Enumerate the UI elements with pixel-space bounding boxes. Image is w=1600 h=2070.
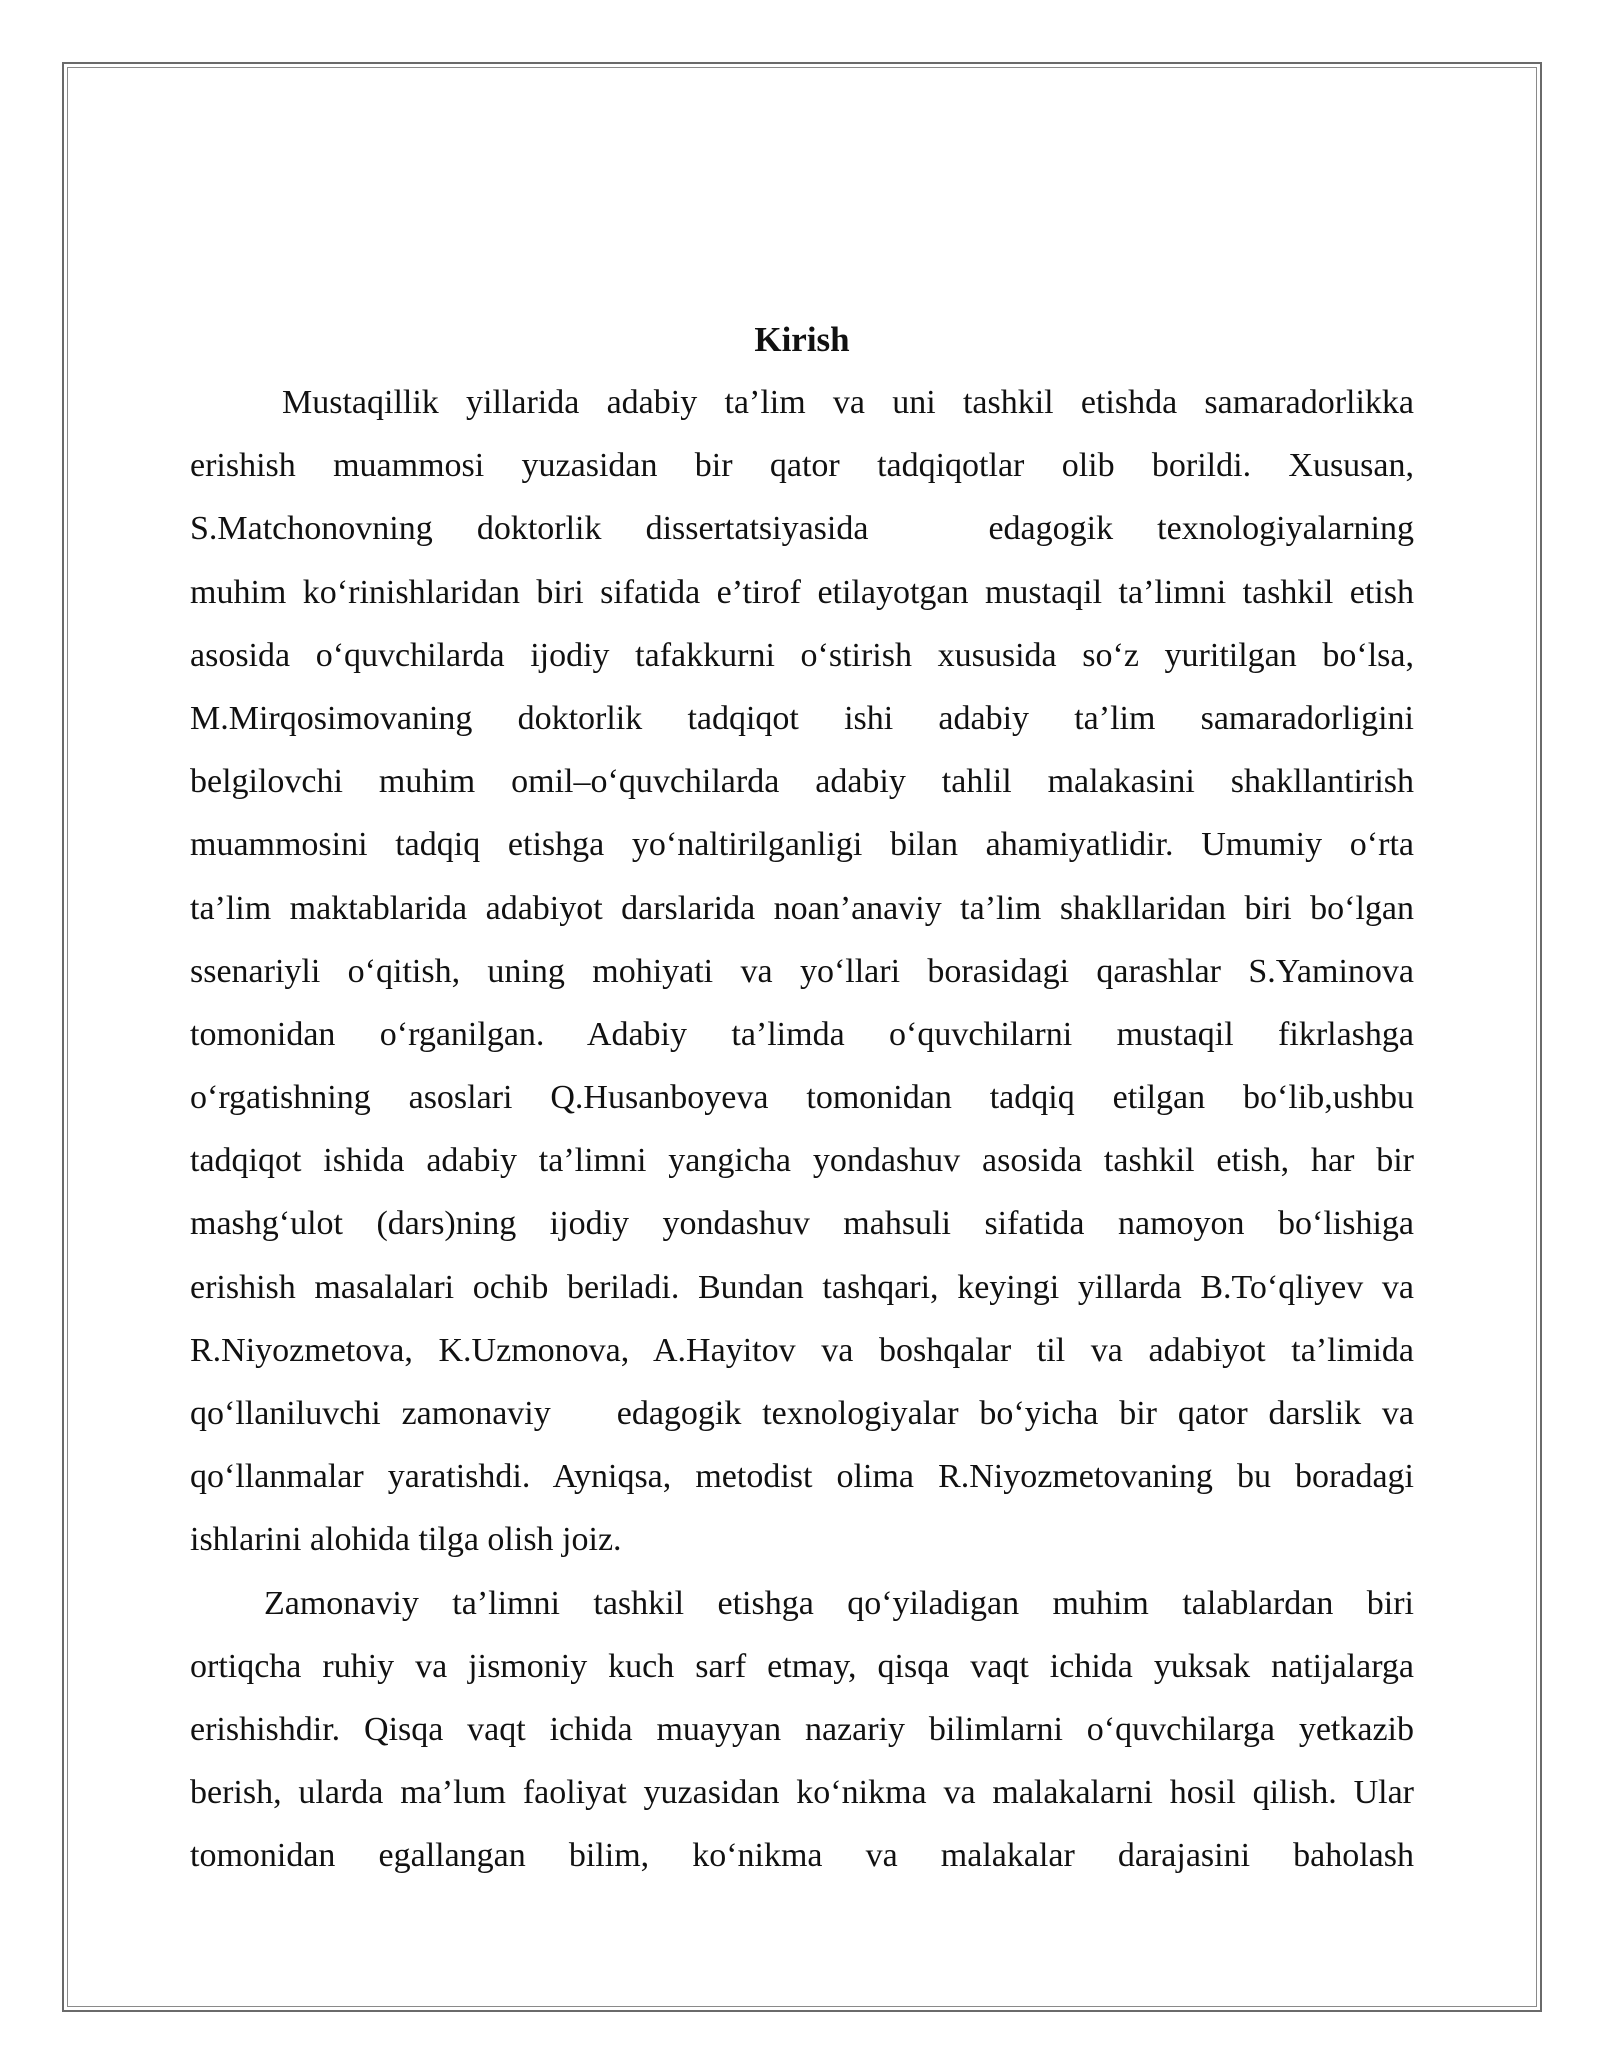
text-line: qo‘llanmalar yaratishdi. Ayniqsa, metodist olima R.Niyozmetovaning bu boradagi bbox=[190, 1458, 1414, 1496]
text-line: muhim ko‘rinishlaridan biri sifatida e’tirof etilayotgan mustaqil ta’limni tashkil etish bbox=[190, 573, 1414, 611]
text-line: Zamonaviy ta’limni tashkil etishga qo‘yiladigan muhim talablardan biri bbox=[264, 1584, 1414, 1622]
text-line: M.Mirqosimovaning doktorlik tadqiqot ishi adabiy ta’lim samaradorligini bbox=[190, 699, 1414, 737]
text-line bbox=[190, 1382, 1414, 1445]
text-segment: edagogik texnologiyalar bo‘yicha bir qator darslik va bbox=[616, 1395, 1414, 1432]
text-line bbox=[190, 497, 1414, 560]
text-line: ta’lim maktablarida adabiyot darslarida noan’anaviy ta’lim shakllaridan biri bo‘lgan bbox=[190, 889, 1414, 927]
text-line: mashg‘ulot (dars)ning ijodiy yondashuv mahsuli sifatida namoyon bo‘lishiga bbox=[190, 1205, 1414, 1243]
document-title: Kirish bbox=[754, 320, 850, 359]
text-segment: edagogik texnologiyalarning bbox=[988, 510, 1414, 548]
text-line: ishlarini alohida tilga olish joiz. bbox=[190, 1521, 622, 1559]
text-line: tomonidan o‘rganilgan. Adabiy ta’limda o‘quvchilarni mustaqil fikrlashga bbox=[190, 1015, 1414, 1053]
text-line: berish, ularda ma’lum faoliyat yuzasidan ko‘nikma va malakalarni hosil qilish. Ular bbox=[190, 1774, 1414, 1812]
text-line: muammosini tadqiq etishga yo‘naltirilganligi bilan ahamiyatlidir. Umumiy o‘rta bbox=[190, 826, 1414, 864]
text-line: R.Niyozmetova, K.Uzmonova, A.Hayitov va boshqalar til va adabiyot ta’limida bbox=[190, 1331, 1414, 1369]
text-line: ortiqcha ruhiy va jismoniy kuch sarf etmay, qisqa vaqt ichida yuksak natijalarga bbox=[190, 1647, 1414, 1685]
text-segment: S.Matchonovning doktorlik dissertatsiyasida bbox=[190, 510, 869, 548]
text-line: o‘rgatishning asoslari Q.Husanboyeva tomonidan tadqiq etilgan bo‘lib,ushbu bbox=[190, 1079, 1414, 1117]
text-line: ssenariyli o‘qitish, uning mohiyati va yo‘llari borasidagi qarashlar S.Yaminova bbox=[190, 952, 1414, 990]
text-segment: qo‘llaniluvchi zamonaviy bbox=[190, 1395, 551, 1432]
text-line: erishish muammosi yuzasidan bir qator tadqiqotlar olib borildi. Xususan, bbox=[190, 447, 1414, 485]
text-line: erishishdir. Qisqa vaqt ichida muayyan nazariy bilimlarni o‘quvchilarga yetkazib bbox=[190, 1710, 1414, 1748]
document-body bbox=[190, 308, 1414, 1888]
text-line: Mustaqillik yillarida adabiy ta’lim va uni tashkil etishda samaradorlikka bbox=[282, 384, 1414, 421]
text-line: asosida o‘quvchilarda ijodiy tafakkurni o‘stirish xususida so‘z yuritilgan bo‘lsa, bbox=[190, 636, 1414, 674]
text-line: belgilovchi muhim omil–o‘quvchilarda adabiy tahlil malakasini shakllantirish bbox=[190, 763, 1414, 801]
text-line: tomonidan egallangan bilim, ko‘nikma va malakalar darajasini baholash bbox=[190, 1837, 1414, 1875]
text-line: erishish masalalari ochib beriladi. Bundan tashqari, keyingi yillarda B.To‘qliyev va bbox=[190, 1268, 1414, 1306]
paragraph-1 bbox=[190, 371, 1414, 1572]
text-line: tadqiqot ishida adabiy ta’limni yangicha yondashuv asosida tashkil etish, har bir bbox=[190, 1142, 1414, 1180]
paragraph-2 bbox=[190, 1572, 1414, 1888]
